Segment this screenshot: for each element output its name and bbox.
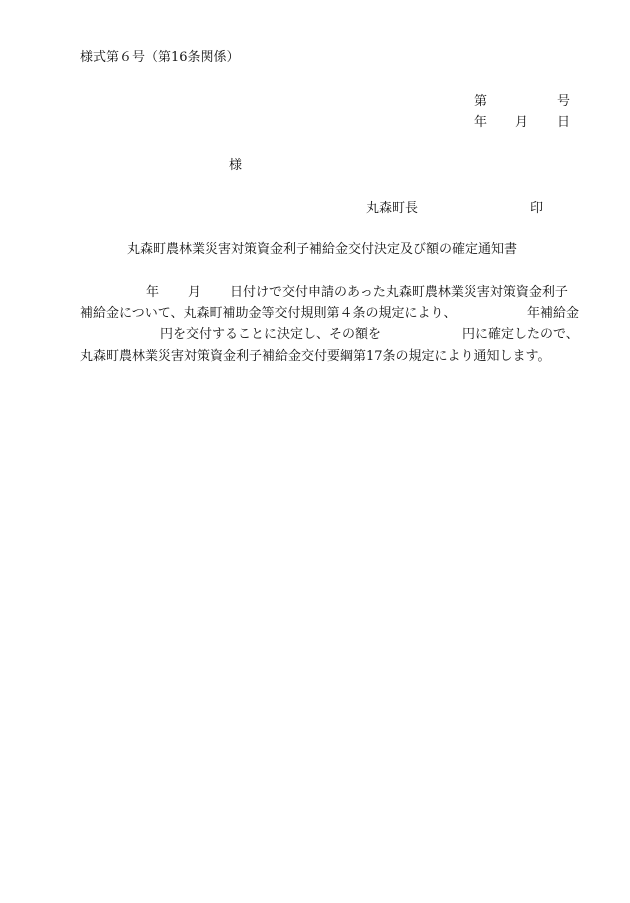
body-line1-year: 年 (146, 285, 160, 300)
form-number: 様式第６号（第16条関係） (80, 50, 240, 65)
document-number-prefix: 第 (474, 94, 488, 109)
body-line2-text: 補給金について、丸森町補助金等交付規則第４条の規定により、 (80, 306, 457, 321)
body-line1-month: 月 (188, 285, 202, 300)
body-line3-end: 円に確定したので、 (462, 327, 579, 342)
date-month-label: 月 (515, 115, 529, 130)
addressee-honorific: 様 (229, 158, 243, 173)
date-year-label: 年 (474, 115, 488, 130)
body-line1-text: 日付けで交付申請のあった丸森町農林業災害対策資金利子 (230, 285, 568, 300)
date-day-label: 日 (557, 115, 571, 130)
body-line2-end: 年補給金 (527, 306, 580, 321)
body-line4-text: 丸森町農林業災害対策資金利子補給金交付要綱第17条の規定により通知します。 (80, 349, 551, 364)
document-title: 丸森町農林業災害対策資金利子補給金交付決定及び額の確定通知書 (127, 242, 518, 257)
document-number-suffix: 号 (557, 94, 571, 109)
seal-mark: 印 (530, 201, 544, 216)
body-line3-text: 円を交付することに決定し、その額を (160, 327, 382, 342)
issuer-title: 丸森町長 (366, 201, 419, 216)
